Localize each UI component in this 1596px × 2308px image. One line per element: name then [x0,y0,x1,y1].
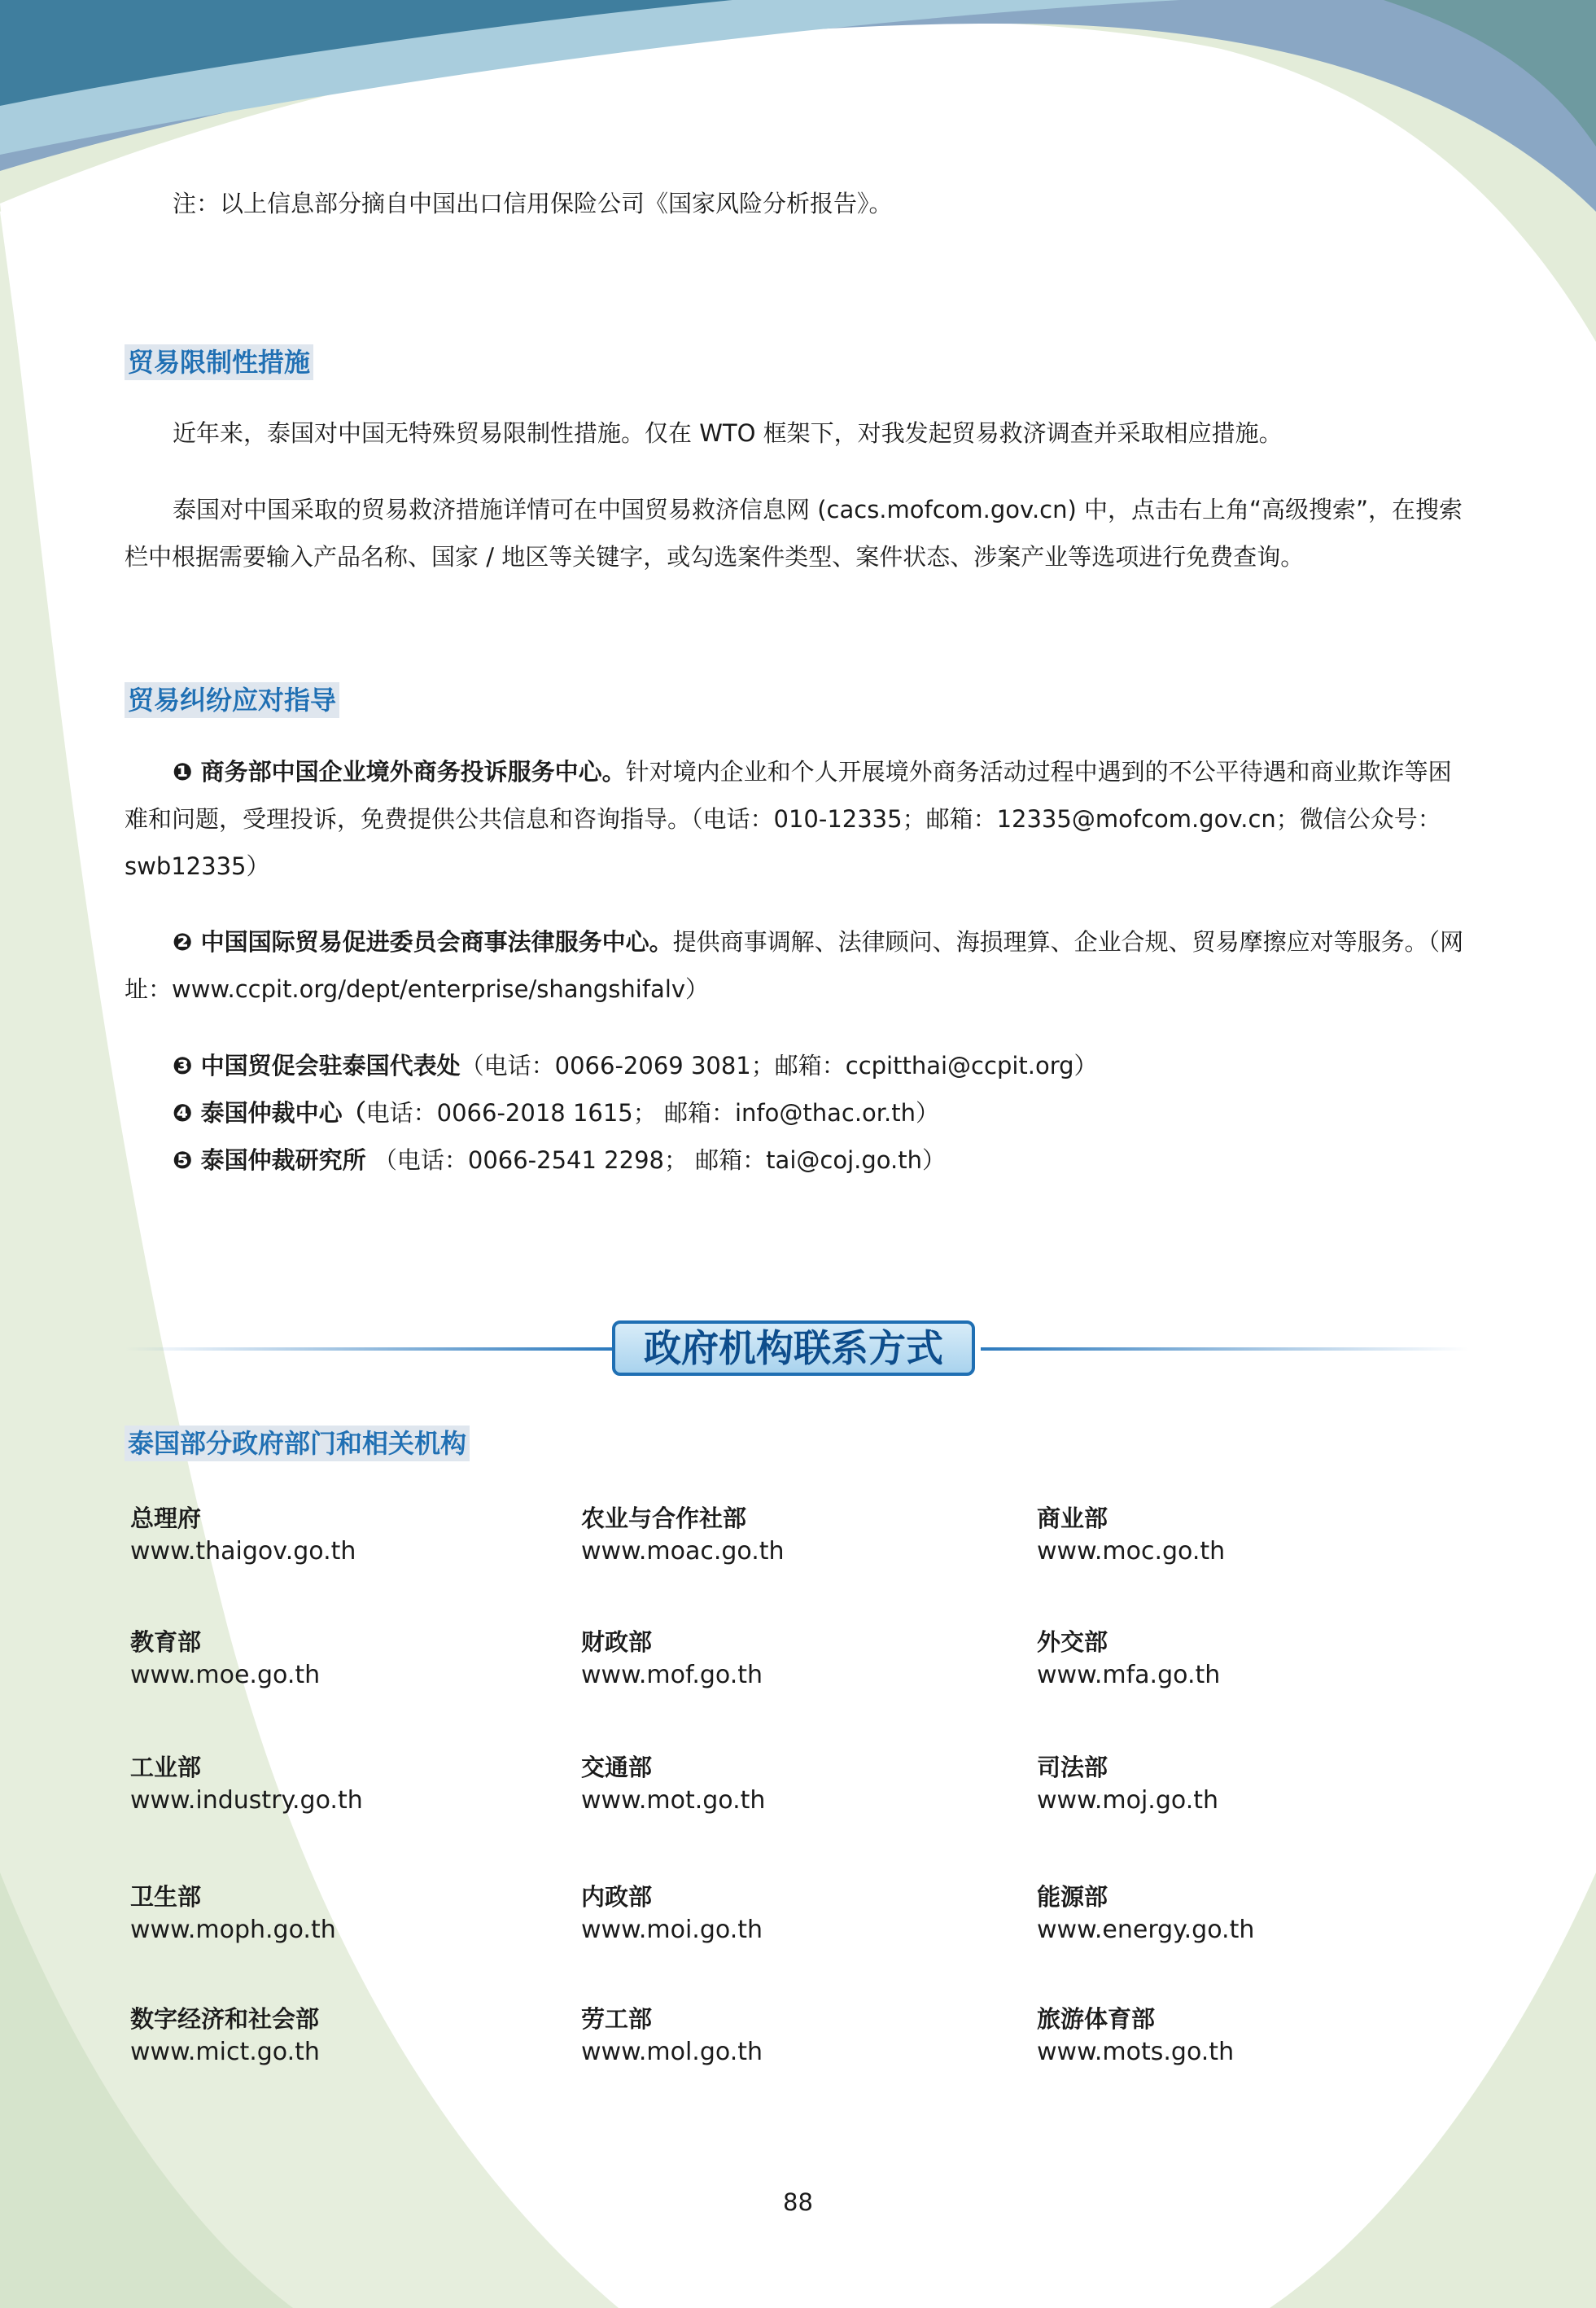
banner-divider-left [125,1347,613,1351]
agency-name: 商业部 [1037,1504,1108,1532]
agency-url-link[interactable]: www.moj.go.th [1037,1786,1219,1815]
agency-url-link[interactable]: www.moe.go.th [130,1661,321,1689]
dispute-item-5 [173,1142,946,1178]
agency-entry [581,1881,1021,1947]
agency-entry [581,1751,1021,1818]
agency-url-link[interactable]: www.moph.go.th [130,1916,336,1944]
agency-url-link[interactable]: www.mol.go.th [581,2038,763,2066]
agency-name: 教育部 [130,1628,202,1656]
agency-name: 交通部 [581,1754,653,1781]
page-number: 88 [783,2188,813,2216]
agency-url-link[interactable]: www.mot.go.th [581,1786,766,1815]
agency-entry [1037,1881,1476,1947]
dispute-item-1-text: 针对境内企业和个人开展境外商务活动过程中遇到的不公平待遇和商业欺诈等困难和问题，受理投诉，免费提供公共信息和咨询指导。（电话：010-12335；邮箱：12335@mofcom.gov.cn；微信公众号：swb12335） [125,758,1452,880]
agency-url-link[interactable]: www.industry.go.th [130,1786,363,1815]
agency-entry [130,1881,570,1947]
section-heading-dispute-guidance: 贸易纠纷应对指导 [125,682,339,718]
trade-restrictions-paragraph-2: 泰国对中国采取的贸易救济措施详情可在中国贸易救济信息网 (cacs.mofcom.gov.cn) 中，点击右上角“高级搜索”，在搜索栏中根据需要输入产品名称、国家 / 地区等关键字，或勾选案件类型、案件状态、涉案产业等选项进行免费查询。 [125,496,1463,571]
banner-divider-right [981,1347,1469,1351]
dispute-item-3-text: （电话：0066-2069 3081；邮箱：ccpitthai@ccpit.org） [460,1052,1098,1080]
source-note: 注：以上信息部分摘自中国出口信用保险公司《国家风险分析报告》。 [173,190,893,217]
dispute-item-4-text: 电话：0066-2018 1615； 邮箱：info@thac.or.th） [365,1099,940,1127]
section-heading-agencies: 泰国部分政府部门和相关机构 [125,1426,470,1461]
agency-name: 能源部 [1037,1883,1108,1911]
agency-name: 外交部 [1037,1628,1108,1656]
agency-url-link[interactable]: www.energy.go.th [1037,1916,1255,1944]
dispute-item-4 [173,1095,939,1131]
agency-name: 内政部 [581,1883,653,1911]
agency-name: 财政部 [581,1628,653,1656]
dispute-item-2-text: 提供商事调解、法律顾问、海损理算、企业合规、贸易摩擦应对等服务。（网址：www.ccpit.org/dept/enterprise/shangshifalv） [125,928,1464,1003]
dispute-item-3 [173,1048,1098,1084]
agency-entry [130,1502,570,1569]
agency-entry [1037,1502,1476,1569]
agency-entry [581,1626,1021,1693]
dispute-item-4-title: ❹ 泰国仲裁中心（ [173,1099,366,1127]
agency-url-link[interactable]: www.moi.go.th [581,1916,763,1944]
agency-url-link[interactable]: www.mict.go.th [130,2038,320,2066]
agency-name: 旅游体育部 [1037,2005,1156,2033]
agency-url-link[interactable]: www.moac.go.th [581,1537,785,1566]
agency-url-link[interactable]: www.mots.go.th [1037,2038,1235,2066]
agency-entry [1037,2003,1476,2069]
dispute-item-5-text: （电话：0066-2541 2298； 邮箱：tai@coj.go.th） [365,1146,946,1174]
trade-restrictions-paragraph-1: 近年来，泰国对中国无特殊贸易限制性措施。仅在 WTO 框架下，对我发起贸易救济调查并采取相应措施。 [173,419,1283,447]
agency-name: 工业部 [130,1754,202,1781]
dispute-item-5-title: ❺ 泰国仲裁研究所 [173,1146,366,1174]
agency-name: 数字经济和社会部 [130,2005,320,2033]
agency-entry [130,2003,570,2069]
agency-name: 总理府 [130,1504,202,1532]
dispute-item-3-title: ❸ 中国贸促会驻泰国代表处 [173,1052,461,1080]
agency-name: 卫生部 [130,1883,202,1911]
agency-entry [581,1502,1021,1569]
dispute-item-1 [125,748,1471,890]
agency-entry [1037,1626,1476,1693]
section-heading-trade-restrictions: 贸易限制性措施 [125,344,313,380]
dispute-item-1-title: ❶ 商务部中国企业境外商务投诉服务中心。 [173,758,626,786]
banner-title: 政府机构联系方式 [612,1320,975,1376]
agency-url-link[interactable]: www.moc.go.th [1037,1537,1226,1566]
dispute-item-2 [125,918,1471,1013]
agency-entry [581,2003,1021,2069]
agency-url-link[interactable]: www.mof.go.th [581,1661,763,1689]
agency-name: 司法部 [1037,1754,1108,1781]
agency-entry [130,1626,570,1693]
agency-entry [130,1751,570,1818]
dispute-item-2-title: ❷ 中国国际贸易促进委员会商事法律服务中心。 [173,928,673,956]
agency-url-link[interactable]: www.thaigov.go.th [130,1537,356,1566]
agency-url-link[interactable]: www.mfa.go.th [1037,1661,1221,1689]
agency-name: 劳工部 [581,2005,653,2033]
agency-entry [1037,1751,1476,1818]
agency-name: 农业与合作社部 [581,1504,747,1532]
